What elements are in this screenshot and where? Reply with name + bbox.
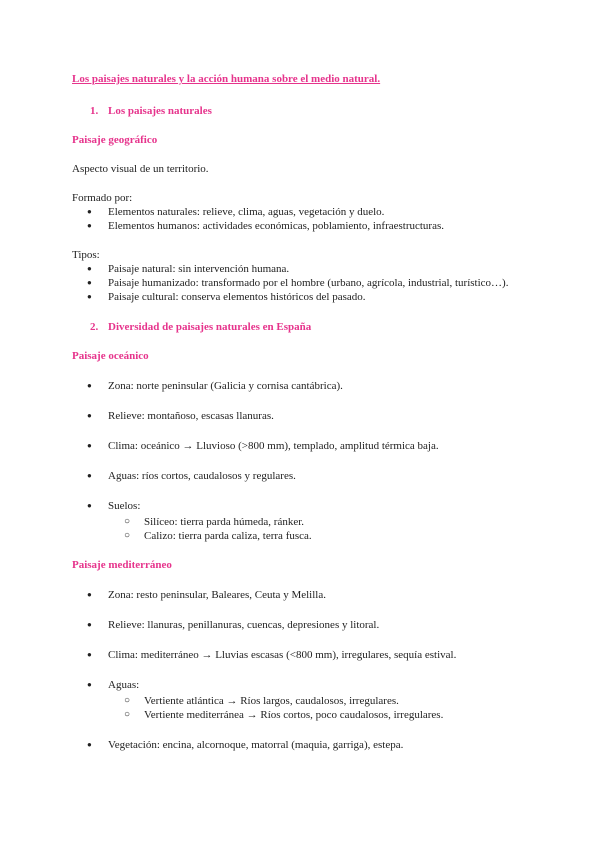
list-item: ● Paisaje natural: sin intervención humana. (72, 262, 542, 276)
section-1-number: 1. (90, 105, 99, 117)
formado-por-label: Formado por: (72, 192, 133, 204)
oceanico-suelos-label: Suelos: (108, 500, 141, 512)
oceanico-aguas: ● Aguas: ríos cortos, caudalosos y regulares. (72, 469, 542, 483)
list-item: ● Elementos naturales: relieve, clima, aguas, vegetación y duelo. (72, 205, 542, 219)
section-1-heading (72, 104, 542, 118)
mediterraneo-list (72, 588, 542, 692)
paisaje-geografico-definition: Aspecto visual de un territorio. (72, 163, 209, 175)
section-2-title: Diversidad de paisajes naturales en España (108, 321, 312, 333)
oceanico-suelos (72, 499, 542, 513)
tipos-list (72, 262, 542, 304)
paisaje-geografico-heading: Paisaje geográfico (72, 134, 158, 146)
section-1-title: Los paisajes naturales (108, 105, 212, 117)
mediterraneo-list-2 (72, 738, 542, 752)
formado-por-list (72, 205, 542, 233)
mediterraneo-zona: ● Zona: resto peninsular, Baleares, Ceuta y Melilla. (72, 588, 542, 602)
oceanico-clima: ● Clima: oceánico → Lluvioso (>800 mm), templado, amplitud térmica baja. (72, 439, 542, 453)
list-item: ○ Calizo: tierra parda caliza, terra fusca. (72, 529, 542, 543)
list-item: ○ Vertiente mediterránea → Ríos cortos, poco caudalosos, irregulares. (72, 708, 542, 722)
mediterraneo-aguas-label: Aguas: (108, 679, 140, 691)
section-2-heading (72, 320, 542, 334)
oceanico-zona: ● Zona: norte peninsular (Galicia y cornisa cantábrica). (72, 379, 542, 393)
mediterraneo-clima: ● Clima: mediterráneo → Lluvias escasas (<800 mm), irregulares, sequía estival. (72, 648, 542, 662)
section-2-number: 2. (90, 321, 99, 333)
mediterraneo-aguas (72, 678, 542, 692)
document-title: Los paisajes naturales y la acción humana sobre el medio natural. (72, 73, 381, 85)
list-item: ○ Silíceo: tierra parda húmeda, ránker. (72, 515, 542, 529)
paisaje-mediterraneo-heading: Paisaje mediterráneo (72, 559, 172, 571)
oceanico-relieve: ● Relieve: montañoso, escasas llanuras. (72, 409, 542, 423)
list-item: ● Elementos humanos: actividades económicas, poblamiento, infraestructuras. (72, 219, 542, 233)
oceanico-suelos-list (72, 515, 542, 543)
mediterraneo-vegetacion: ● Vegetación: encina, alcornoque, matorral (maquia, garriga), estepa. (72, 738, 542, 752)
document-page (72, 72, 542, 752)
paisaje-oceanico-heading: Paisaje oceánico (72, 350, 149, 362)
tipos-label: Tipos: (72, 249, 100, 261)
oceanico-list (72, 379, 542, 513)
list-item: ● Paisaje cultural: conserva elementos históricos del pasado. (72, 290, 542, 304)
mediterraneo-relieve: ● Relieve: llanuras, penillanuras, cuencas, depresiones y litoral. (72, 618, 542, 632)
mediterraneo-aguas-list (72, 694, 542, 722)
list-item: ● Paisaje humanizado: transformado por el hombre (urbano, agrícola, industrial, turístico…). (72, 276, 542, 290)
list-item: ○ Vertiente atlántica → Ríos largos, caudalosos, irregulares. (72, 694, 542, 708)
